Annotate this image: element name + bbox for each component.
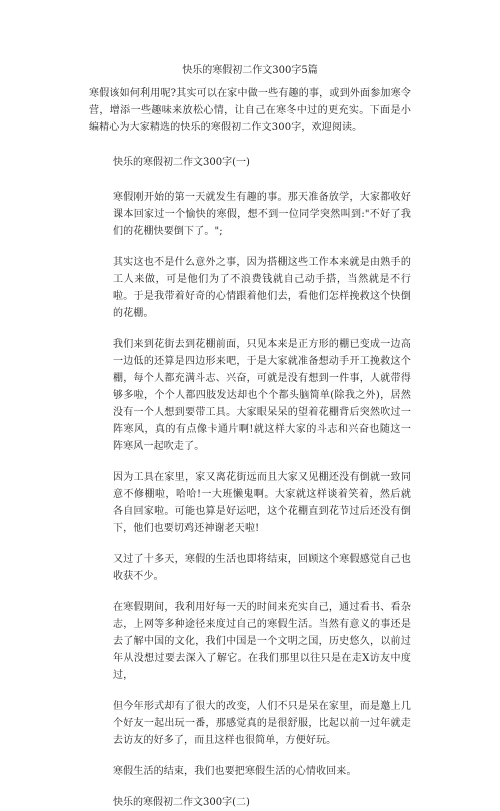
spacer	[89, 136, 411, 154]
paragraph-7: 但今年形式却有了很大的改变，人们不只是呆在家里，而是邀上几个好友一起出玩一番，那感觉真的是很舒服，比起以前一过年就走去访友的好多了，而且这样也很简单，方便好玩。	[113, 701, 411, 746]
spacer	[89, 171, 411, 189]
spacer	[89, 240, 411, 254]
paragraph-8: 寒假生活的结束，我们也要把寒假生活的心情收回来。	[113, 766, 357, 777]
spacer	[89, 455, 411, 469]
paragraph-3: 我们来到花街去到花棚前面，只见本来是正方形的棚已变成一边高一边低的还算是四边形来吧，于是大家就准备想动手开工挽救这个棚，每个人都充满斗志、兴奋，可就是没有想到一件事，人就带得够多啦，个个人都四肢发达却也个个都头脑简单(除我之外)，居然没有一个人想到要带工具。大家眼呆呆的望着花棚背后突然吹过一阵寒风，真的有点像卡通片啊!就这样大家的斗志和兴奋也随这一阵寒风一起吹走了。	[113, 339, 411, 452]
paragraph-1: 寒假刚开始的第一天就发生有趣的事。那天准备放学，大家都收好课本回家过一个愉快的寒假，想不到一位同学突然叫到:"不好了我们的花棚快要倒下了。";	[113, 192, 411, 237]
paragraph-2: 其实这也不是什么意外之事，因为搭棚这些工作本来就是由熟手的工人来做，可是他们为了不浪费钱就自己动手搭，当然就是不行啦。于是我带着好奇的心情跟着他们去，看他们怎样挽救这个快倒的花棚。	[113, 257, 411, 319]
spacer	[89, 322, 411, 336]
spacer	[89, 780, 411, 794]
paragraph-4: 因为工具在家里，家又离花街远而且大家又见棚还没有倒就一致同意不修棚啦，哈哈!一大班懒鬼啊。大家就这样谈着笑着，然后就各自回家啦。可能也算是好运吧，这个花棚直到花节过后还没有倒下，他们也要切鸡还神谢老天啦!	[113, 472, 411, 534]
section-heading-2: 快乐的寒假初二作文300字(二)	[113, 797, 250, 808]
spacer	[89, 537, 411, 551]
document-title: 快乐的寒假初二作文300字5篇	[182, 65, 318, 76]
paragraph-6: 在寒假期间，我利用好每一天的时间来充实自己，通过看书、看杂志，上网等多种途径来度过自己的寒假生活。当然有意义的事还是去了解中国的文化，我们中国是一个文明之国，历史悠久，以前过年从没想过要去深入了解它。在我们那里以往只是在走X访友中度过，	[113, 602, 411, 681]
spacer	[89, 585, 411, 599]
spacer	[89, 749, 411, 763]
paragraph-5: 又过了十多天，寒假的生活也即将结束，回顾这个寒假感觉自己也收获不少。	[113, 554, 411, 582]
spacer	[89, 684, 411, 698]
intro-paragraph: 寒假该如何利用呢?其实可以在家中做一些有趣的事，或到外面参加寒令营，增添一些趣味来放松心情，让自己在寒冬中过的更充实。下面是小编精心为大家精选的快乐的寒假初二作文300字，欢迎阅读。	[89, 88, 411, 133]
section-heading-1: 快乐的寒假初二作文300字(一)	[113, 157, 250, 168]
